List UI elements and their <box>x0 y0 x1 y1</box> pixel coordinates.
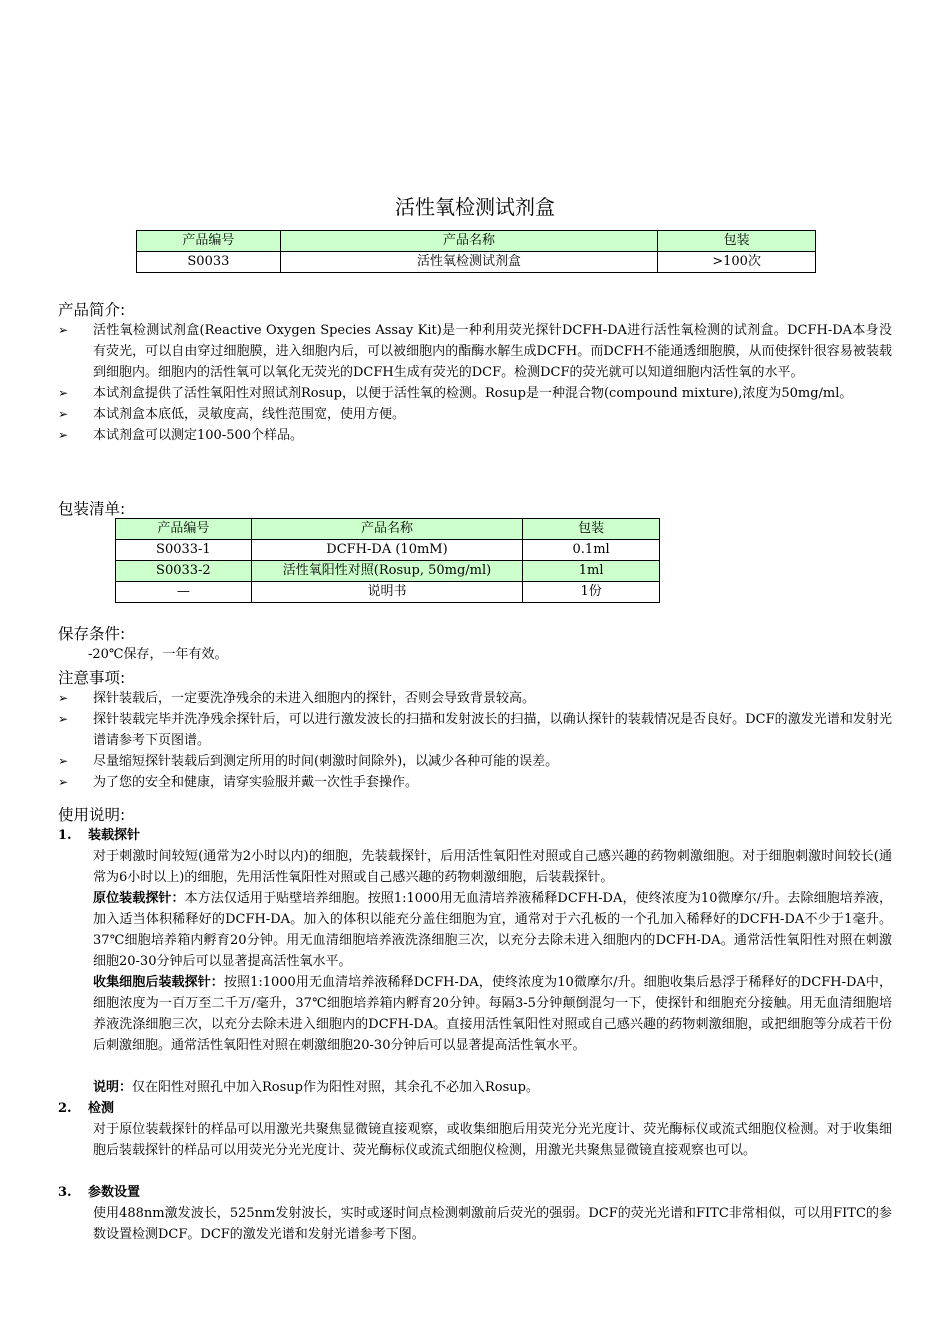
arrow-bullet-icon: ➢ <box>58 407 69 421</box>
packing-table <box>115 518 660 603</box>
table-header-cell: 产品编号 <box>137 231 281 252</box>
section-heading-packing: 包装清单: <box>58 500 126 518</box>
table-cell: 1ml <box>523 561 660 582</box>
section-heading-usage: 使用说明: <box>58 806 126 824</box>
storage-text: -20℃保存，一年有效。 <box>88 647 228 662</box>
table-header-cell: 产品编号 <box>116 519 252 540</box>
intro-list <box>58 320 892 446</box>
arrow-bullet-icon: ➢ <box>58 386 69 400</box>
table-header-cell: 产品名称 <box>280 231 657 252</box>
table-row <box>116 561 660 582</box>
note-paragraph: 说明：仅在阳性对照孔中加入Rosup作为阳性对照，其余孔不必加入Rosup。 <box>93 1080 539 1095</box>
step-1-paragraph: 对于刺激时间较短(通常为2小时以内)的细胞，先装载探针，后用活性氧阳性对照或自己感兴趣的药物刺激细胞。对于细胞刺激时间较长(通常为6小时以上)的细胞，先用活性氧阳性对照或自己感兴趣的药物刺激细胞，后装载探针。 <box>93 849 892 885</box>
table-cell: — <box>116 582 252 603</box>
section-heading-notes: 注意事项: <box>58 669 126 687</box>
table-header-cell: 包装 <box>523 519 660 540</box>
table-header-cell: 包装 <box>658 231 816 252</box>
list-item: ➢ 本试剂盒本底低，灵敏度高，线性范围宽，使用方便。 <box>58 404 892 425</box>
table-cell: 活性氧检测试剂盒 <box>280 252 657 273</box>
step-2-paragraph: 对于原位装载探针的样品可以用激光共聚焦显微镜直接观察，或收集细胞后用荧光分光光度计、荧光酶标仪或流式细胞仪检测。对于收集细胞后装载探针的样品可以用荧光分光光度计、荧光酶标仪或流式细胞仪检测，用激光共聚焦显微镜直接观察也可以。 <box>93 1122 892 1158</box>
step-3-paragraph: 使用488nm激发波长，525nm发射波长，实时或逐时间点检测刺激前后荧光的强弱。DCF的荧光光谱和FITC非常相似，可以用FITC的参数设置检测DCF。DCF的激发光谱和发射光谱参考下图。 <box>93 1206 892 1242</box>
step-2-heading: 2. 检测 <box>58 1101 115 1116</box>
arrow-bullet-icon: ➢ <box>58 754 69 768</box>
table-cell: 说明书 <box>251 582 522 603</box>
step-3-heading: 3. 参数设置 <box>58 1185 141 1200</box>
list-item: ➢ 探针装载后，一定要洗净残余的未进入细胞内的探针，否则会导致背景较高。 <box>58 688 892 709</box>
step-1-heading: 1. 装载探针 <box>58 828 141 843</box>
table-cell: S0033-1 <box>116 540 252 561</box>
table-cell: >100次 <box>658 252 816 273</box>
post-collection-loading-paragraph: 收集细胞后装载探针：按照1:1000用无血清培养液稀释DCFH-DA，使终浓度为10微摩尔/升。细胞收集后悬浮于稀释好的DCFH-DA中，细胞浓度为一百万至二千万/毫升，37℃细胞培养箱内孵育20分钟。每隔3-5分钟颠倒混匀一下，使探针和细胞充分接触。用无血清细胞培养液洗涤细胞三次，以充分去除未进入细胞内的DCFH-DA。直接用活性氧阳性对照或自己感兴趣的药物刺激细胞，或把细胞等分成若干份后刺激细胞。通常活性氧阳性对照在刺激细胞20-30分钟后可以显著提高活性氧水平。 <box>93 975 892 1053</box>
section-heading-intro: 产品简介: <box>58 301 126 319</box>
table-header-row <box>116 519 660 540</box>
list-item: ➢ 本试剂盒提供了活性氧阳性对照试剂Rosup，以便于活性氧的检测。Rosup是一种混合物(compound mixture),浓度为50mg/ml。 <box>58 383 892 404</box>
in-situ-loading-paragraph: 原位装载探针：本方法仅适用于贴壁培养细胞。按照1:1000用无血清培养液稀释DCFH-DA，使终浓度为10微摩尔/升。去除细胞培养液，加入适当体积稀释好的DCFH-DA。加入的体积以能充分盖住细胞为宜，通常对于六孔板的一个孔加入稀释好的DCFH-DA不少于1毫升。37℃细胞培养箱内孵育20分钟。用无血清细胞培养液洗涤细胞三次，以充分去除未进入细胞内的DCFH-DA。通常活性氧阳性对照在刺激细胞20-30分钟后可以显著提高活性氧水平。 <box>93 891 892 969</box>
list-item: ➢ 活性氧检测试剂盒(Reactive Oxygen Species Assay Kit)是一种利用荧光探针DCFH-DA进行活性氧检测的试剂盒。DCFH-DA本身没有荧光，可以自由穿过细胞膜，进入细胞内后，可以被细胞内的酯酶水解生成DCFH。而DCFH不能通透细胞膜，从而使探针很容易被装载到细胞内。细胞内的活性氧可以氧化无荧光的DCFH生成有荧光的DCF。检测DCF的荧光就可以知道细胞内活性氧的水平。 <box>58 320 892 383</box>
table-header-cell: 产品名称 <box>251 519 522 540</box>
arrow-bullet-icon: ➢ <box>58 428 69 442</box>
table-cell: S0033-2 <box>116 561 252 582</box>
table-cell: 活性氧阳性对照(Rosup, 50mg/ml) <box>251 561 522 582</box>
arrow-bullet-icon: ➢ <box>58 691 69 705</box>
table-row <box>116 540 660 561</box>
section-heading-storage: 保存条件: <box>58 625 126 643</box>
table-row <box>137 252 816 273</box>
table-row <box>116 582 660 603</box>
list-item: ➢ 为了您的安全和健康，请穿实验服并戴一次性手套操作。 <box>58 772 892 793</box>
table-cell: DCFH-DA (10mM) <box>251 540 522 561</box>
table-cell: 1份 <box>523 582 660 603</box>
arrow-bullet-icon: ➢ <box>58 323 69 337</box>
table-cell: S0033 <box>137 252 281 273</box>
arrow-bullet-icon: ➢ <box>58 712 69 726</box>
table-header-row <box>137 231 816 252</box>
page-title: 活性氧检测试剂盒 <box>395 195 555 219</box>
list-item: ➢ 尽量缩短探针装载后到测定所用的时间(刺激时间除外)，以减少各种可能的误差。 <box>58 751 892 772</box>
table-cell: 0.1ml <box>523 540 660 561</box>
product-table <box>136 230 816 273</box>
list-item: ➢ 探针装载完毕并洗净残余探针后，可以进行激发波长的扫描和发射波长的扫描，以确认探针的装载情况是否良好。DCF的激发光谱和发射光谱请参考下页图谱。 <box>58 709 892 751</box>
notes-list <box>58 688 892 793</box>
arrow-bullet-icon: ➢ <box>58 775 69 789</box>
list-item: ➢ 本试剂盒可以测定100-500个样品。 <box>58 425 892 446</box>
